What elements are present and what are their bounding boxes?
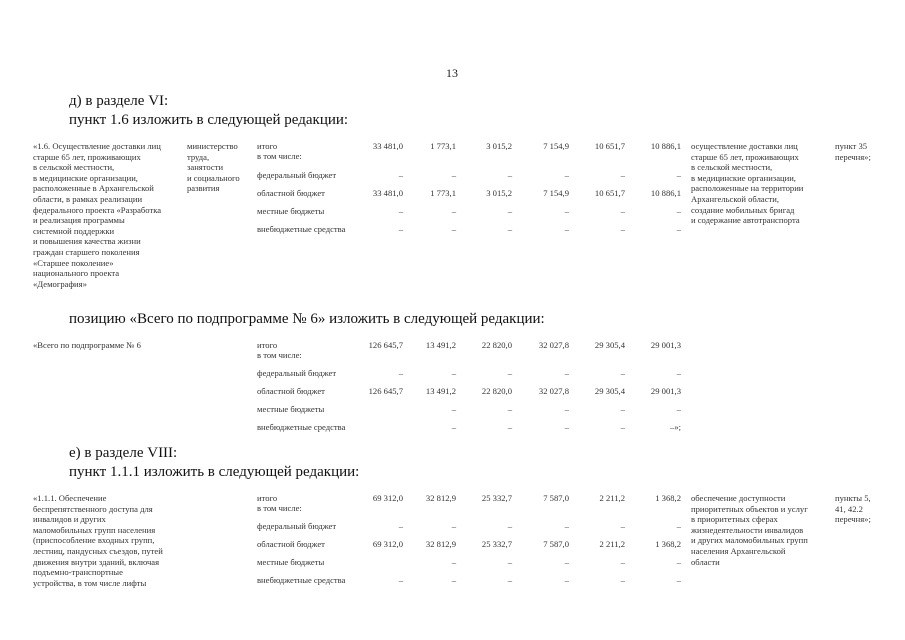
- value-cell: –: [564, 206, 569, 216]
- value-cell: 2 211,2: [599, 539, 625, 549]
- value-cell: –: [451, 557, 456, 567]
- value-cell: 7 587,0: [543, 539, 569, 549]
- name-line: беспрепятственного доступа для: [33, 503, 153, 514]
- value-cell: –: [398, 368, 403, 378]
- indicator-line: перечня»;: [835, 151, 871, 162]
- result-line: осуществление доставки лиц: [691, 141, 798, 151]
- value-cell: 29 305,4: [594, 386, 625, 396]
- funding-label-total: итого: [257, 141, 278, 151]
- indicator-line: 41, 42.2: [835, 503, 863, 514]
- name-line: и реализация программы: [33, 215, 125, 226]
- value-cell: –: [564, 224, 569, 234]
- value-cell: 13 491,2: [425, 386, 456, 396]
- executor-line: занятости: [187, 162, 224, 173]
- result-line: обеспечение доступности: [691, 493, 786, 503]
- section-e-title: е) в разделе VIII:: [69, 445, 178, 461]
- funding-label-extrabudget: внебюджетные средства: [257, 224, 346, 234]
- value-cell: –: [564, 521, 569, 531]
- value-cell: 10 651,7: [594, 188, 625, 198]
- value-cell: –: [451, 521, 456, 531]
- value-cell: –: [398, 575, 403, 585]
- funding-label-local: местные бюджеты: [257, 206, 325, 216]
- value-cell: 1 773,1: [430, 188, 456, 198]
- row-1-1-1-indicator: [835, 493, 871, 525]
- name-line: федерального проекта «Разработка: [33, 204, 162, 215]
- value-cell: –: [620, 422, 625, 432]
- row-1-6-result: [691, 141, 803, 226]
- value-cell: 10 886,1: [650, 188, 681, 198]
- value-cell: –: [507, 224, 512, 234]
- value-cell: 32 027,8: [538, 386, 569, 396]
- name-line: «Старшее поколение»: [33, 257, 114, 268]
- result-line: области: [691, 556, 720, 567]
- value-cell: –: [507, 170, 512, 180]
- value-cell: –: [620, 557, 625, 567]
- value-cell: 1 368,2: [655, 493, 681, 503]
- name-line: маломобильных групп населения: [33, 524, 156, 535]
- name-line: лестниц, пандусных съездов, путей: [33, 545, 163, 556]
- funding-label-local: местные бюджеты: [257, 404, 325, 414]
- name-line: в медицинские организации,: [33, 172, 138, 183]
- value-cell: –: [451, 206, 456, 216]
- value-cell: –: [676, 557, 681, 567]
- value-cell: 69 312,0: [372, 493, 403, 503]
- result-line: в приоритетных сферах: [691, 514, 778, 525]
- funding-label-local: местные бюджеты: [257, 557, 325, 567]
- value-cell: –: [398, 224, 403, 234]
- value-cell: –: [564, 557, 569, 567]
- row-1-1-1-name: [33, 493, 163, 588]
- section-e-subtitle: пункт 1.1.1 изложить в следующей редакции:: [69, 464, 360, 480]
- value-cell: 10 651,7: [594, 141, 625, 151]
- value-cell: –: [676, 368, 681, 378]
- value-cell: 29 001,3: [650, 340, 681, 350]
- row-1-6-name: [33, 141, 161, 289]
- funding-label-federal: федеральный бюджет: [257, 170, 337, 180]
- name-line: национального проекта: [33, 268, 120, 279]
- value-cell: –: [451, 575, 456, 585]
- value-cell: –: [564, 170, 569, 180]
- funding-sublabel: в том числе:: [257, 350, 302, 360]
- name-line: в сельской местности,: [33, 162, 115, 173]
- value-cell: 32 027,8: [538, 340, 569, 350]
- name-line: старше 65 лет, проживающих: [33, 151, 141, 162]
- value-cell: 1 773,1: [430, 141, 456, 151]
- result-line: в сельской местности,: [691, 162, 773, 173]
- value-cell: –: [507, 557, 512, 567]
- funding-sublabel: в том числе:: [257, 151, 302, 161]
- funding-label-federal: федеральный бюджет: [257, 521, 337, 531]
- value-cell: 1 368,2: [655, 539, 681, 549]
- funding-label-total: итого: [257, 493, 278, 503]
- value-cell: 29 305,4: [594, 340, 625, 350]
- value-cell: 126 645,7: [368, 386, 403, 396]
- funding-label-extrabudget: внебюджетные средства: [257, 575, 346, 585]
- value-cell: –: [676, 404, 681, 414]
- result-line: и других маломобильных групп: [691, 535, 808, 546]
- value-cell: 32 812,9: [425, 493, 456, 503]
- value-cell: 69 312,0: [372, 539, 403, 549]
- value-cell: –: [620, 404, 625, 414]
- value-cell: 25 332,7: [481, 539, 512, 549]
- value-cell: 22 820,0: [481, 386, 512, 396]
- value-cell: –: [507, 575, 512, 585]
- name-line: инвалидов и других: [33, 514, 106, 525]
- result-line: создание мобильных бригад: [691, 204, 795, 215]
- executor-line: развития: [187, 183, 220, 194]
- value-cell: 10 886,1: [650, 141, 681, 151]
- value-cell: 29 001,3: [650, 386, 681, 396]
- value-cell: –: [451, 422, 456, 432]
- name-line: (приспособление входных групп,: [33, 535, 155, 546]
- value-cell: 2 211,2: [599, 493, 625, 503]
- value-cell: –: [676, 206, 681, 216]
- result-line: Архангельской области,: [691, 193, 780, 204]
- result-line: старше 65 лет, проживающих: [691, 151, 799, 162]
- result-line: и содержание автотранспорта: [691, 215, 800, 226]
- value-cell: –: [451, 404, 456, 414]
- value-cell: –: [620, 368, 625, 378]
- value-cell: –: [398, 521, 403, 531]
- value-cell: –: [620, 206, 625, 216]
- name-line: и повышения качества жизни: [33, 236, 141, 247]
- value-cell: –: [620, 170, 625, 180]
- name-line: расположенные в Архангельской: [33, 183, 154, 194]
- value-cell: 32 812,9: [425, 539, 456, 549]
- value-cell: 33 481,0: [372, 141, 403, 151]
- name-line: подъемно-транспортные: [33, 567, 123, 578]
- name-line: «1.1.1. Обеспечение: [33, 493, 107, 503]
- value-cell: –: [398, 170, 403, 180]
- value-cell: –: [507, 404, 512, 414]
- row-1-6-indicator: [835, 141, 871, 162]
- row-1-1-1-result: [691, 493, 808, 567]
- value-cell: –: [507, 422, 512, 432]
- funding-label-extrabudget: внебюджетные средства: [257, 422, 346, 432]
- indicator-line: пункт 35: [835, 141, 868, 151]
- funding-label-federal: федеральный бюджет: [257, 368, 337, 378]
- value-cell: –: [620, 575, 625, 585]
- value-cell: –: [676, 521, 681, 531]
- value-cell: 126 645,7: [368, 340, 403, 350]
- value-cell: –: [564, 422, 569, 432]
- funding-label-regional: областной бюджет: [257, 188, 325, 198]
- value-cell: –: [507, 521, 512, 531]
- value-cell: –: [398, 206, 403, 216]
- value-cell: –: [676, 224, 681, 234]
- section-d-title: д) в разделе VI:: [69, 93, 169, 109]
- value-cell: 33 481,0: [372, 188, 403, 198]
- name-line: движения внутри зданий, включая: [33, 556, 160, 567]
- name-line: устройства, в том числе лифты: [33, 577, 147, 588]
- value-cell: 7 154,9: [543, 141, 569, 151]
- value-cell: 7 587,0: [543, 493, 569, 503]
- funding-label-regional: областной бюджет: [257, 386, 325, 396]
- result-line: в медицинские организации,: [691, 172, 796, 183]
- value-cell: 7 154,9: [543, 188, 569, 198]
- value-cell: –: [564, 404, 569, 414]
- value-cell: 25 332,7: [481, 493, 512, 503]
- value-cell: –: [564, 368, 569, 378]
- name-line: области, в рамках реализации: [33, 193, 143, 204]
- value-cell: –: [451, 368, 456, 378]
- value-cell: –: [564, 575, 569, 585]
- name-line: «Демография»: [33, 278, 87, 289]
- name-line: граждан старшего поколения: [33, 246, 140, 257]
- value-cell: –: [676, 575, 681, 585]
- funding-sublabel: в том числе:: [257, 503, 302, 513]
- section-d-subtitle: пункт 1.6 изложить в следующей редакции:: [69, 112, 349, 128]
- executor-line: министерство: [187, 141, 238, 151]
- indicator-line: перечня»;: [835, 514, 871, 525]
- result-line: населения Архангельской: [691, 545, 786, 556]
- name-line: «1.6. Осуществление доставки лиц: [33, 141, 161, 151]
- executor-line: и социального: [187, 172, 240, 183]
- value-cell: –: [451, 170, 456, 180]
- value-cell: –»;: [670, 422, 681, 432]
- result-line: жизнедеятельности инвалидов: [691, 524, 804, 535]
- value-cell: –: [451, 224, 456, 234]
- result-line: расположенные на территории: [691, 183, 804, 194]
- funding-label-regional: областной бюджет: [257, 539, 325, 549]
- name-line: системной поддержки: [33, 225, 115, 236]
- value-cell: –: [620, 521, 625, 531]
- funding-label-total: итого: [257, 340, 278, 350]
- executor-line: труда,: [187, 151, 210, 162]
- indicator-line: пункты 5,: [835, 493, 871, 503]
- value-cell: 3 015,2: [486, 188, 512, 198]
- value-cell: –: [507, 206, 512, 216]
- value-cell: –: [507, 368, 512, 378]
- result-line: приоритетных объектов и услуг: [691, 503, 808, 514]
- row-total-6-name: «Всего по подпрограмме № 6: [33, 340, 141, 350]
- position-heading: позицию «Всего по подпрограмме № 6» изложить в следующей редакции:: [69, 311, 545, 327]
- row-1-6-executor: [187, 141, 240, 194]
- page-number: 13: [446, 66, 458, 80]
- value-cell: 22 820,0: [481, 340, 512, 350]
- value-cell: –: [620, 224, 625, 234]
- value-cell: 3 015,2: [486, 141, 512, 151]
- value-cell: –: [676, 170, 681, 180]
- value-cell: 13 491,2: [425, 340, 456, 350]
